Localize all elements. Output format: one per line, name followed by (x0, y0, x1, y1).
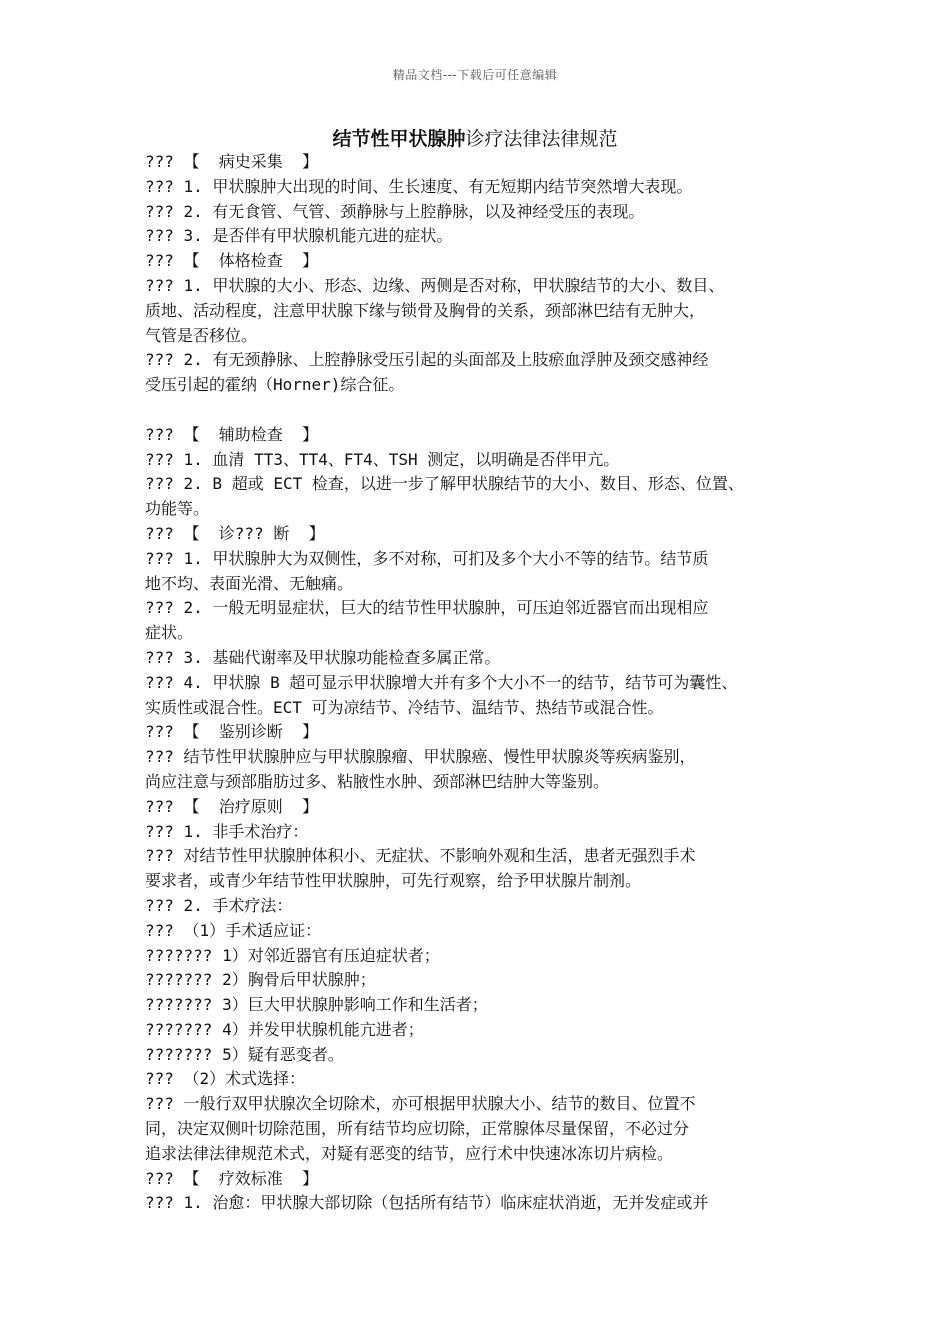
text-line: ??? 1. 非手术治疗： (145, 821, 309, 841)
text-line: ??? 1. 甲状腺肿大出现的时间、生长速度、有无短期内结节突然增大表现。 (145, 176, 693, 196)
text-line: 要求者，或青少年结节性甲状腺肿，可先行观察，给予甲状腺片制剂。 (145, 871, 642, 891)
page-header: 精品文档---下载后可任意编辑 (392, 68, 558, 82)
text-line: ??? 3. 基础代谢率及甲状腺功能检查多属正常。 (145, 647, 501, 667)
text-line: 地不均、表面光滑、无触痛。 (145, 573, 354, 593)
text-line: ??? 【 辅助检查 】 (145, 424, 319, 444)
text-line: ??? 2. 有无食管、气管、颈静脉与上腔静脉，以及神经受压的表现。 (145, 201, 645, 221)
text-line: ??? 对结节性甲状腺肿体积小、无症状、不影响外观和生活，患者无强烈手术 (145, 846, 696, 866)
text-line: ??? 4. 甲状腺 B 超可显示甲状腺增大并有多个大小不一的结节，结节可为囊性、 (145, 672, 738, 692)
text-line: 尚应注意与颈部脂肪过多、粘腋性水肿、颈部淋巴结肿大等鉴别。 (145, 771, 610, 791)
text-line: ??? 【 疗效标准 】 (145, 1168, 319, 1188)
text-line: 症状。 (145, 623, 194, 643)
text-line: ??? 2. 一般无明显症状，巨大的结节性甲状腺肿，可压迫邻近器官而出现相应 (145, 598, 709, 618)
text-line: ??????? 1）对邻近器官有压迫症状者； (145, 945, 440, 965)
title-bold-part: 结节性甲状腺肿 (332, 128, 466, 150)
text-line: ??? 1. 血清 TT3、TT4、FT4、TSH 测定，以明确是否伴甲亢。 (145, 449, 620, 469)
blank-line (145, 398, 815, 423)
text-line: ??? （2）术式选择： (145, 1069, 306, 1089)
text-line: ??? 一般行双甲状腺次全切除术，亦可根据甲状腺大小、结节的数目、位置不 (145, 1094, 696, 1114)
text-line: ??????? 5）疑有恶变者。 (145, 1044, 344, 1064)
title-rest-part: 诊疗法律法律规范 (465, 128, 618, 150)
text-line: ??? 结节性甲状腺肿应与甲状腺腺瘤、甲状腺癌、慢性甲状腺炎等疾病鉴别， (145, 747, 696, 767)
text-line: ??? 【 病史采集 】 (145, 152, 319, 171)
document-body (145, 150, 815, 1216)
text-line: ??? 【 体格检查 】 (145, 251, 319, 271)
text-line: ??? 1. 甲状腺肿大为双侧性，多不对称，可扪及多个大小不等的结节。结节质 (145, 548, 709, 568)
text-line: ??????? 2）胸骨后甲状腺肿； (145, 970, 376, 990)
text-line: 功能等。 (145, 499, 210, 519)
text-line: 受压引起的霍纳（Horner)综合征。 (145, 375, 405, 395)
text-line: 质地、活动程度，注意甲状腺下缘与锁骨及胸骨的关系，颈部淋巴结有无肿大， (145, 300, 706, 320)
text-line: 追求法律法律规范术式，对疑有恶变的结节，应行术中快速冰冻切片病检。 (145, 1143, 674, 1163)
text-line: ??? 【 诊??? 断 】 (145, 523, 325, 543)
text-line: ??????? 3）巨大甲状腺肿影响工作和生活者； (145, 995, 488, 1015)
text-line: ??? 1. 甲状腺的大小、形态、边缘、两侧是否对称，甲状腺结节的大小、数目、 (145, 275, 725, 295)
text-line: ??? 【 治疗原则 】 (145, 796, 319, 816)
text-line: ??? 2. 有无颈静脉、上腔静脉受压引起的头面部及上肢瘀血浮肿及颈交感神经 (145, 350, 709, 370)
text-line: 实质性或混合性。ECT 可为凉结节、冷结节、温结节、热结节或混合性。 (145, 697, 664, 717)
text-line: ??? 2. 手术疗法： (145, 895, 293, 915)
text-line: 气管是否移位。 (145, 325, 258, 345)
text-line: ??? 【 鉴别诊断 】 (145, 722, 319, 742)
document-title (0, 124, 950, 151)
text-line: ??? 2. B 超或 ECT 检查，以进一步了解甲状腺结节的大小、数目、形态、位置、 (145, 474, 744, 494)
text-line: ??? （1）手术适应证： (145, 920, 322, 940)
text-line: ??????? 4）并发甲状腺机能亢进者； (145, 1019, 424, 1039)
text-line: 同，决定双侧叶切除范围，所有结节均应切除，正常腺体尽量保留，不必过分 (145, 1119, 690, 1139)
text-line: ??? 3. 是否伴有甲状腺机能亢进的症状。 (145, 226, 453, 246)
text-line: ??? 1. 治愈：甲状腺大部切除（包括所有结节）临床症状消逝，无并发症或并 (145, 1193, 709, 1213)
